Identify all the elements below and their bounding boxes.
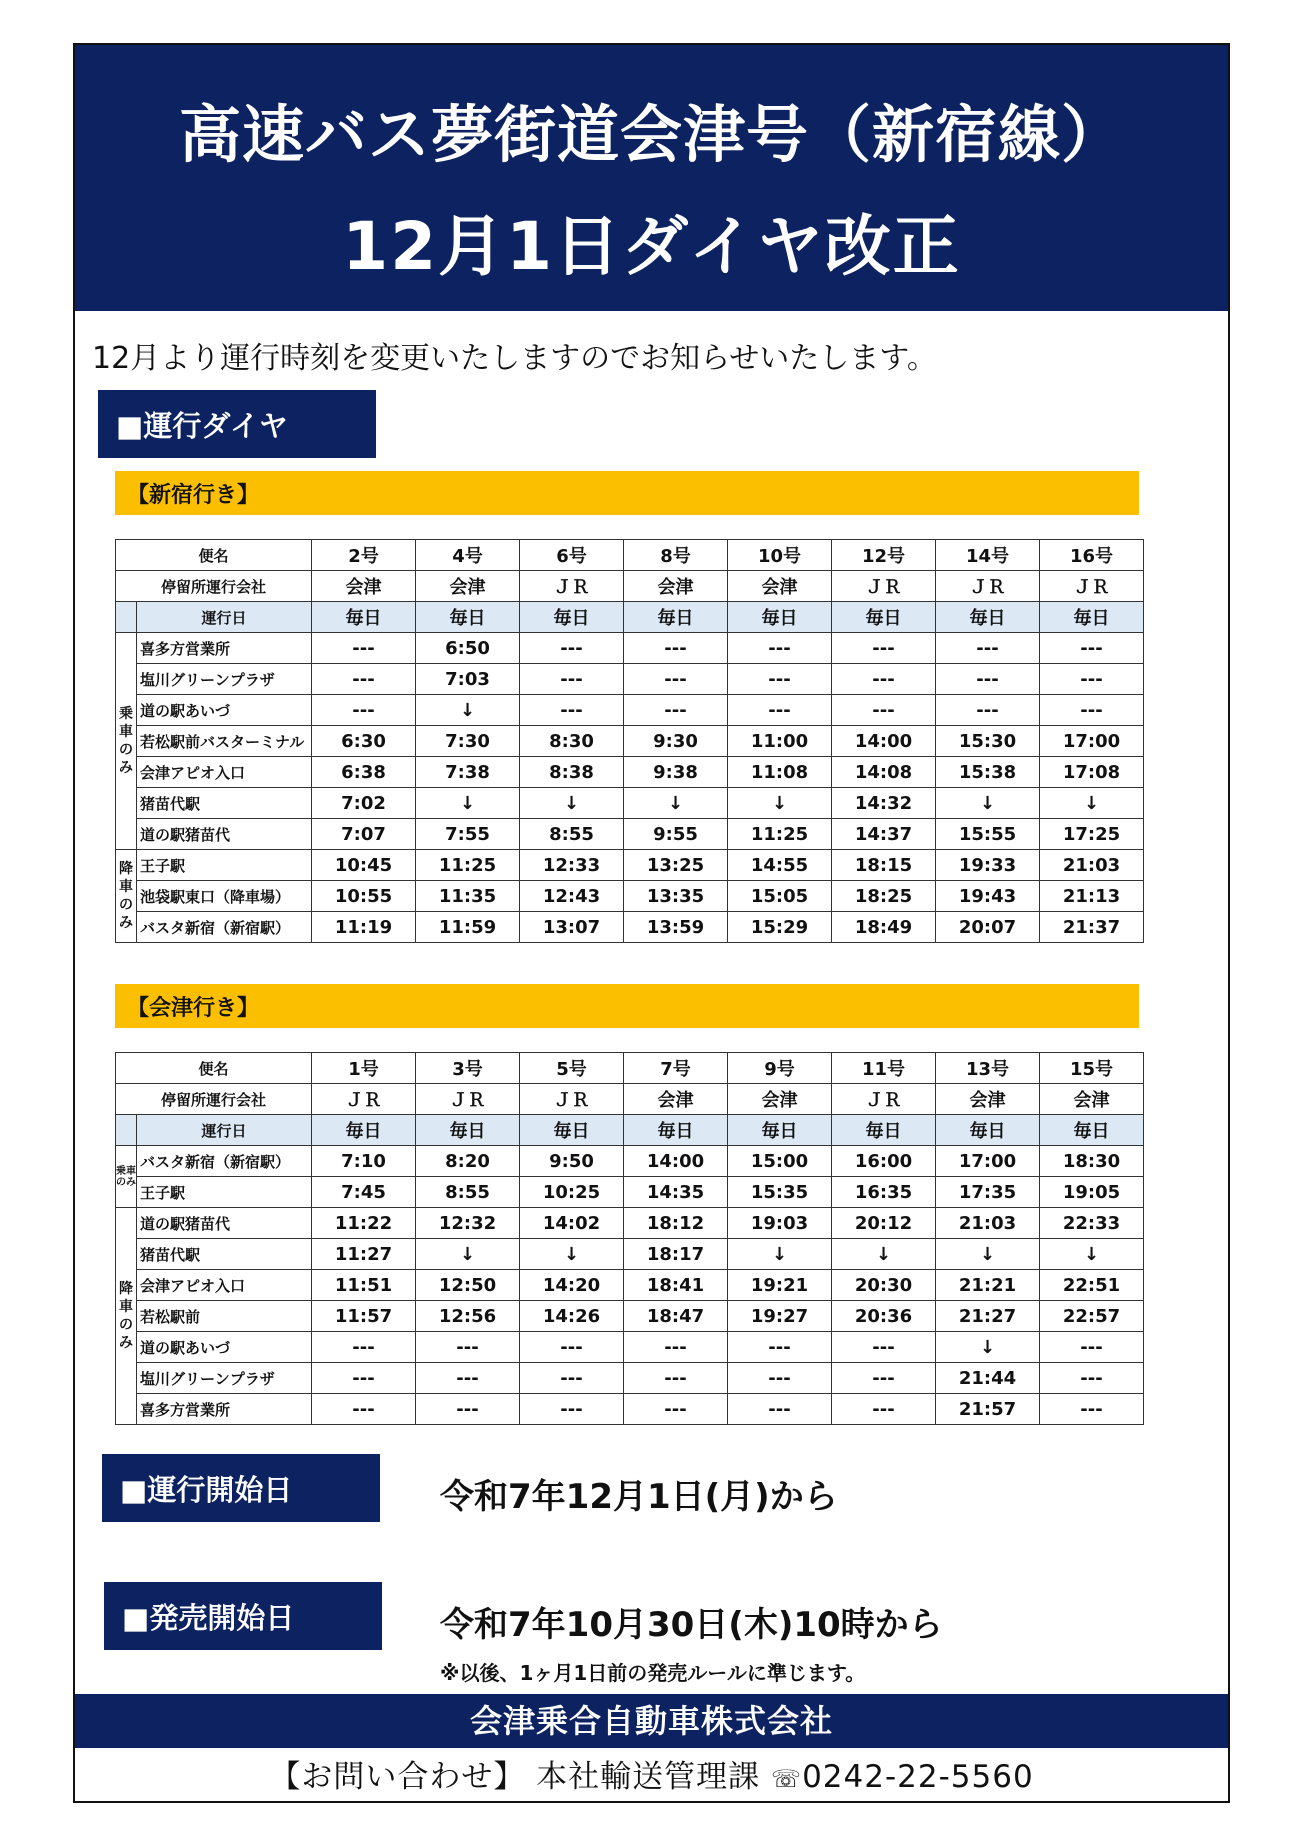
departure-time: 15:30 <box>936 726 1040 757</box>
departure-time: --- <box>416 1394 520 1425</box>
operator: ＪＲ <box>520 571 624 602</box>
stop-row <box>116 664 1144 695</box>
departure-time: --- <box>728 695 832 726</box>
departure-time: 10:55 <box>312 881 416 912</box>
departure-time: --- <box>728 633 832 664</box>
departure-time: 11:08 <box>728 757 832 788</box>
departure-time: ↓ <box>416 788 520 819</box>
stop-name: 王子駅 <box>137 850 312 881</box>
company-name: 会津乗合自動車株式会社 <box>75 1694 1228 1748</box>
departure-time: --- <box>312 1332 416 1363</box>
operating-days: 毎日 <box>1040 1115 1144 1146</box>
operator: 会津 <box>624 571 728 602</box>
departure-time: 18:15 <box>832 850 936 881</box>
departure-time: ↓ <box>1040 788 1144 819</box>
shinjuku-bound-label: 【新宿行き】 <box>115 471 1139 515</box>
departure-time: 8:55 <box>520 819 624 850</box>
departure-time: 17:00 <box>1040 726 1144 757</box>
stop-name: 猪苗代駅 <box>137 788 312 819</box>
departure-time: --- <box>624 1363 728 1394</box>
departure-time: --- <box>1040 1332 1144 1363</box>
stop-row <box>116 1177 1144 1208</box>
departure-time: --- <box>1040 664 1144 695</box>
stop-name: 道の駅あいづ <box>137 1332 312 1363</box>
departure-time: 15:00 <box>728 1146 832 1177</box>
bus-number: 10号 <box>728 540 832 571</box>
departure-time: 6:38 <box>312 757 416 788</box>
stop-row <box>116 819 1144 850</box>
stop-row <box>116 1208 1144 1239</box>
departure-time: ↓ <box>936 1332 1040 1363</box>
operator: ＪＲ <box>832 571 936 602</box>
departure-time: 17:08 <box>1040 757 1144 788</box>
title-banner <box>75 45 1228 311</box>
departure-time: 7:45 <box>312 1177 416 1208</box>
departure-time: 14:55 <box>728 850 832 881</box>
departure-time: --- <box>312 664 416 695</box>
stop-name: 喜多方営業所 <box>137 633 312 664</box>
operator-row <box>116 1084 1144 1115</box>
stop-row <box>116 1301 1144 1332</box>
departure-time: 14:02 <box>520 1208 624 1239</box>
departure-time: ↓ <box>728 1239 832 1270</box>
departure-time: --- <box>832 664 936 695</box>
departure-time: 13:35 <box>624 881 728 912</box>
operator-header: 停留所運行会社 <box>116 1084 312 1115</box>
bus-number: 1号 <box>312 1053 416 1084</box>
departure-time: 11:35 <box>416 881 520 912</box>
departure-time: 20:30 <box>832 1270 936 1301</box>
operating-days-row <box>116 1115 1144 1146</box>
departure-time: ↓ <box>416 1239 520 1270</box>
operating-days: 毎日 <box>312 1115 416 1146</box>
bus-number-row <box>116 1053 1144 1084</box>
departure-time: --- <box>624 695 728 726</box>
departure-time: 14:26 <box>520 1301 624 1332</box>
operator: 会津 <box>1040 1084 1144 1115</box>
departure-time: --- <box>624 1394 728 1425</box>
departure-time: 12:43 <box>520 881 624 912</box>
departure-time: --- <box>728 1394 832 1425</box>
operator-row <box>116 571 1144 602</box>
stop-row <box>116 788 1144 819</box>
days-spacer <box>116 1115 137 1146</box>
stop-name: バスタ新宿（新宿駅） <box>137 1146 312 1177</box>
departure-time: --- <box>832 1394 936 1425</box>
stop-row <box>116 1270 1144 1301</box>
departure-time: 19:21 <box>728 1270 832 1301</box>
departure-time: ↓ <box>1040 1239 1144 1270</box>
departure-time: --- <box>1040 1363 1144 1394</box>
stop-name: 若松駅前 <box>137 1301 312 1332</box>
bus-number: 11号 <box>832 1053 936 1084</box>
departure-time: 7:38 <box>416 757 520 788</box>
stop-row <box>116 912 1144 943</box>
departure-time: 9:50 <box>520 1146 624 1177</box>
operating-days-header: 運行日 <box>137 602 312 633</box>
alighting-only-label: 降車のみ <box>116 850 137 943</box>
departure-time: 13:59 <box>624 912 728 943</box>
departure-time: --- <box>416 1332 520 1363</box>
departure-time: ↓ <box>936 1239 1040 1270</box>
departure-time: 15:29 <box>728 912 832 943</box>
departure-time: ↓ <box>416 695 520 726</box>
operator: ＪＲ <box>312 1084 416 1115</box>
departure-time: 10:45 <box>312 850 416 881</box>
departure-time: 11:25 <box>416 850 520 881</box>
page-title: 高速バス夢街道会津号（新宿線） <box>178 98 1124 171</box>
departure-time: 14:00 <box>832 726 936 757</box>
departure-time: --- <box>624 664 728 695</box>
stop-name: 喜多方営業所 <box>137 1394 312 1425</box>
departure-time: --- <box>624 1332 728 1363</box>
departure-time: 19:05 <box>1040 1177 1144 1208</box>
stop-row <box>116 695 1144 726</box>
departure-time: --- <box>1040 1394 1144 1425</box>
stop-row <box>116 633 1144 664</box>
departure-time: 18:41 <box>624 1270 728 1301</box>
departure-time: 14:20 <box>520 1270 624 1301</box>
departure-time: 22:51 <box>1040 1270 1144 1301</box>
departure-time: 17:35 <box>936 1177 1040 1208</box>
bus-number: 7号 <box>624 1053 728 1084</box>
departure-time: 12:50 <box>416 1270 520 1301</box>
departure-time: 9:55 <box>624 819 728 850</box>
departure-time: 8:38 <box>520 757 624 788</box>
departure-time: 11:59 <box>416 912 520 943</box>
departure-time: 21:03 <box>1040 850 1144 881</box>
departure-time: 15:35 <box>728 1177 832 1208</box>
stop-row <box>116 1146 1144 1177</box>
aizu-timetable <box>115 1052 1144 1425</box>
operator: ＪＲ <box>520 1084 624 1115</box>
operating-days: 毎日 <box>1040 602 1144 633</box>
departure-time: 17:00 <box>936 1146 1040 1177</box>
section-heading-sale-date: ■発売開始日 <box>104 1582 382 1650</box>
bus-number: 5号 <box>520 1053 624 1084</box>
departure-time: 8:20 <box>416 1146 520 1177</box>
departure-time: 7:10 <box>312 1146 416 1177</box>
stop-row <box>116 1363 1144 1394</box>
departure-time: 18:30 <box>1040 1146 1144 1177</box>
departure-time: --- <box>832 1363 936 1394</box>
departure-time: --- <box>416 1363 520 1394</box>
stop-row <box>116 1332 1144 1363</box>
departure-time: --- <box>728 664 832 695</box>
operating-days: 毎日 <box>624 1115 728 1146</box>
boarding-only-label: 乗車のみ <box>116 1146 137 1208</box>
departure-time: 20:07 <box>936 912 1040 943</box>
bus-number: 8号 <box>624 540 728 571</box>
departure-time: 12:32 <box>416 1208 520 1239</box>
sale-date: 令和7年10月30日(木)10時から <box>440 1605 943 1645</box>
stop-name: 塩川グリーンプラザ <box>137 664 312 695</box>
stop-name: 会津アピオ入口 <box>137 757 312 788</box>
bus-number: 12号 <box>832 540 936 571</box>
operator: 会津 <box>416 571 520 602</box>
departure-time: 18:17 <box>624 1239 728 1270</box>
departure-time: --- <box>728 1332 832 1363</box>
aizu-bound-label: 【会津行き】 <box>115 984 1139 1028</box>
departure-time: 16:35 <box>832 1177 936 1208</box>
departure-time: 18:47 <box>624 1301 728 1332</box>
departure-time: --- <box>520 695 624 726</box>
section-heading-timetable: ■運行ダイヤ <box>98 390 376 458</box>
stop-name: 若松駅前バスターミナル <box>137 726 312 757</box>
phone-number[interactable]: 0242-22-5560 <box>802 1759 1034 1795</box>
bus-number: 13号 <box>936 1053 1040 1084</box>
departure-time: 6:30 <box>312 726 416 757</box>
departure-time: --- <box>936 695 1040 726</box>
departure-time: ↓ <box>520 1239 624 1270</box>
departure-time: --- <box>520 1332 624 1363</box>
stop-row <box>116 850 1144 881</box>
departure-time: --- <box>1040 633 1144 664</box>
departure-time: --- <box>312 1363 416 1394</box>
stop-name: 池袋駅東口（降車場） <box>137 881 312 912</box>
departure-time: 6:50 <box>416 633 520 664</box>
departure-time: 11:25 <box>728 819 832 850</box>
departure-time: ↓ <box>520 788 624 819</box>
departure-time: 22:57 <box>1040 1301 1144 1332</box>
operator: 会津 <box>728 571 832 602</box>
bus-number: 14号 <box>936 540 1040 571</box>
departure-time: 21:21 <box>936 1270 1040 1301</box>
shinjuku-timetable <box>115 539 1144 943</box>
bus-number: 2号 <box>312 540 416 571</box>
stop-name: 道の駅あいづ <box>137 695 312 726</box>
phone-icon: ☏ <box>771 1764 803 1793</box>
departure-time: --- <box>936 664 1040 695</box>
stop-name: 王子駅 <box>137 1177 312 1208</box>
departure-time: 14:08 <box>832 757 936 788</box>
operator: 会津 <box>312 571 416 602</box>
alighting-only-label: 降車のみ <box>116 1208 137 1425</box>
departure-time: 18:12 <box>624 1208 728 1239</box>
bus-number-header: 便名 <box>116 540 312 571</box>
departure-time: 7:02 <box>312 788 416 819</box>
departure-time: 17:25 <box>1040 819 1144 850</box>
departure-time: 9:38 <box>624 757 728 788</box>
departure-time: 20:12 <box>832 1208 936 1239</box>
departure-time: --- <box>312 695 416 726</box>
operating-days: 毎日 <box>936 602 1040 633</box>
operating-days-row <box>116 602 1144 633</box>
departure-time: 7:07 <box>312 819 416 850</box>
stop-row <box>116 1394 1144 1425</box>
bus-number-header: 便名 <box>116 1053 312 1084</box>
departure-time: --- <box>832 633 936 664</box>
operating-days: 毎日 <box>416 602 520 633</box>
departure-time: --- <box>624 633 728 664</box>
departure-time: 21:03 <box>936 1208 1040 1239</box>
departure-time: --- <box>520 664 624 695</box>
operator-header: 停留所運行会社 <box>116 571 312 602</box>
departure-time: 18:49 <box>832 912 936 943</box>
departure-time: --- <box>312 1394 416 1425</box>
departure-time: 19:43 <box>936 881 1040 912</box>
departure-time: 21:57 <box>936 1394 1040 1425</box>
departure-time: 21:37 <box>1040 912 1144 943</box>
departure-time: 20:36 <box>832 1301 936 1332</box>
departure-time: 11:22 <box>312 1208 416 1239</box>
stop-row <box>116 757 1144 788</box>
operating-days: 毎日 <box>416 1115 520 1146</box>
departure-time: 21:13 <box>1040 881 1144 912</box>
operating-days: 毎日 <box>936 1115 1040 1146</box>
operating-days: 毎日 <box>520 1115 624 1146</box>
stop-row <box>116 1239 1144 1270</box>
operator: ＪＲ <box>416 1084 520 1115</box>
operating-days: 毎日 <box>624 602 728 633</box>
operator: 会津 <box>624 1084 728 1115</box>
departure-time: 11:19 <box>312 912 416 943</box>
departure-time: 8:30 <box>520 726 624 757</box>
departure-time: 22:33 <box>1040 1208 1144 1239</box>
departure-time: ↓ <box>936 788 1040 819</box>
departure-time: --- <box>832 1332 936 1363</box>
departure-time: 15:55 <box>936 819 1040 850</box>
operator: 会津 <box>728 1084 832 1115</box>
departure-time: 19:03 <box>728 1208 832 1239</box>
departure-time: 11:51 <box>312 1270 416 1301</box>
stop-name: 道の駅猪苗代 <box>137 819 312 850</box>
departure-time: --- <box>1040 695 1144 726</box>
departure-time: 14:37 <box>832 819 936 850</box>
departure-time: 18:25 <box>832 881 936 912</box>
departure-time: --- <box>312 633 416 664</box>
departure-time: 13:25 <box>624 850 728 881</box>
departure-time: 21:27 <box>936 1301 1040 1332</box>
operating-days: 毎日 <box>728 1115 832 1146</box>
departure-time: 14:32 <box>832 788 936 819</box>
stop-row <box>116 726 1144 757</box>
departure-time: 8:55 <box>416 1177 520 1208</box>
operating-days: 毎日 <box>520 602 624 633</box>
departure-time: --- <box>936 633 1040 664</box>
departure-time: 15:05 <box>728 881 832 912</box>
departure-time: 7:30 <box>416 726 520 757</box>
departure-time: ↓ <box>624 788 728 819</box>
page-subtitle: 12月1日ダイヤ改正 <box>342 208 961 285</box>
bus-number: 4号 <box>416 540 520 571</box>
bus-number-row <box>116 540 1144 571</box>
departure-time: 14:35 <box>624 1177 728 1208</box>
departure-time: 10:25 <box>520 1177 624 1208</box>
departure-time: ↓ <box>728 788 832 819</box>
days-spacer <box>116 602 137 633</box>
stop-row <box>116 881 1144 912</box>
operator: 会津 <box>936 1084 1040 1115</box>
start-date: 令和7年12月1日(月)から <box>440 1477 838 1517</box>
intro-text: 12月より運行時刻を変更いたしますのでお知らせいたします。 <box>92 341 937 376</box>
stop-name: 道の駅猪苗代 <box>137 1208 312 1239</box>
departure-time: 19:33 <box>936 850 1040 881</box>
departure-time: --- <box>520 1394 624 1425</box>
section-heading-start-date: ■運行開始日 <box>102 1454 380 1522</box>
operating-days: 毎日 <box>832 1115 936 1146</box>
departure-time: 16:00 <box>832 1146 936 1177</box>
departure-time: 11:57 <box>312 1301 416 1332</box>
departure-time: 15:38 <box>936 757 1040 788</box>
departure-time: --- <box>520 1363 624 1394</box>
departure-time: 14:00 <box>624 1146 728 1177</box>
departure-time: --- <box>728 1363 832 1394</box>
bus-number: 16号 <box>1040 540 1144 571</box>
departure-time: 9:30 <box>624 726 728 757</box>
contact-info <box>75 1751 1228 1796</box>
operating-days: 毎日 <box>312 602 416 633</box>
departure-time: 21:44 <box>936 1363 1040 1394</box>
departure-time: --- <box>832 695 936 726</box>
operating-days: 毎日 <box>832 602 936 633</box>
bus-number: 6号 <box>520 540 624 571</box>
stop-name: 猪苗代駅 <box>137 1239 312 1270</box>
departure-time: --- <box>520 633 624 664</box>
departure-time: 11:27 <box>312 1239 416 1270</box>
stop-name: バスタ新宿（新宿駅） <box>137 912 312 943</box>
departure-time: 12:33 <box>520 850 624 881</box>
operator: ＪＲ <box>832 1084 936 1115</box>
operating-days: 毎日 <box>728 602 832 633</box>
departure-time: 12:56 <box>416 1301 520 1332</box>
sale-note: ※以後、1ヶ月1日前の発売ルールに準じます。 <box>440 1661 866 1685</box>
departure-time: 7:55 <box>416 819 520 850</box>
departure-time: ↓ <box>832 1239 936 1270</box>
operating-days-header: 運行日 <box>137 1115 312 1146</box>
departure-time: 13:07 <box>520 912 624 943</box>
operator: ＪＲ <box>936 571 1040 602</box>
stop-name: 塩川グリーンプラザ <box>137 1363 312 1394</box>
boarding-only-label: 乗車のみ <box>116 633 137 850</box>
bus-number: 3号 <box>416 1053 520 1084</box>
operator: ＪＲ <box>1040 571 1144 602</box>
contact-label: 【お問い合わせ】 本社輸送管理課 <box>269 1759 761 1795</box>
departure-time: 7:03 <box>416 664 520 695</box>
bus-number: 9号 <box>728 1053 832 1084</box>
stop-name: 会津アピオ入口 <box>137 1270 312 1301</box>
departure-time: 11:00 <box>728 726 832 757</box>
departure-time: 19:27 <box>728 1301 832 1332</box>
bus-number: 15号 <box>1040 1053 1144 1084</box>
